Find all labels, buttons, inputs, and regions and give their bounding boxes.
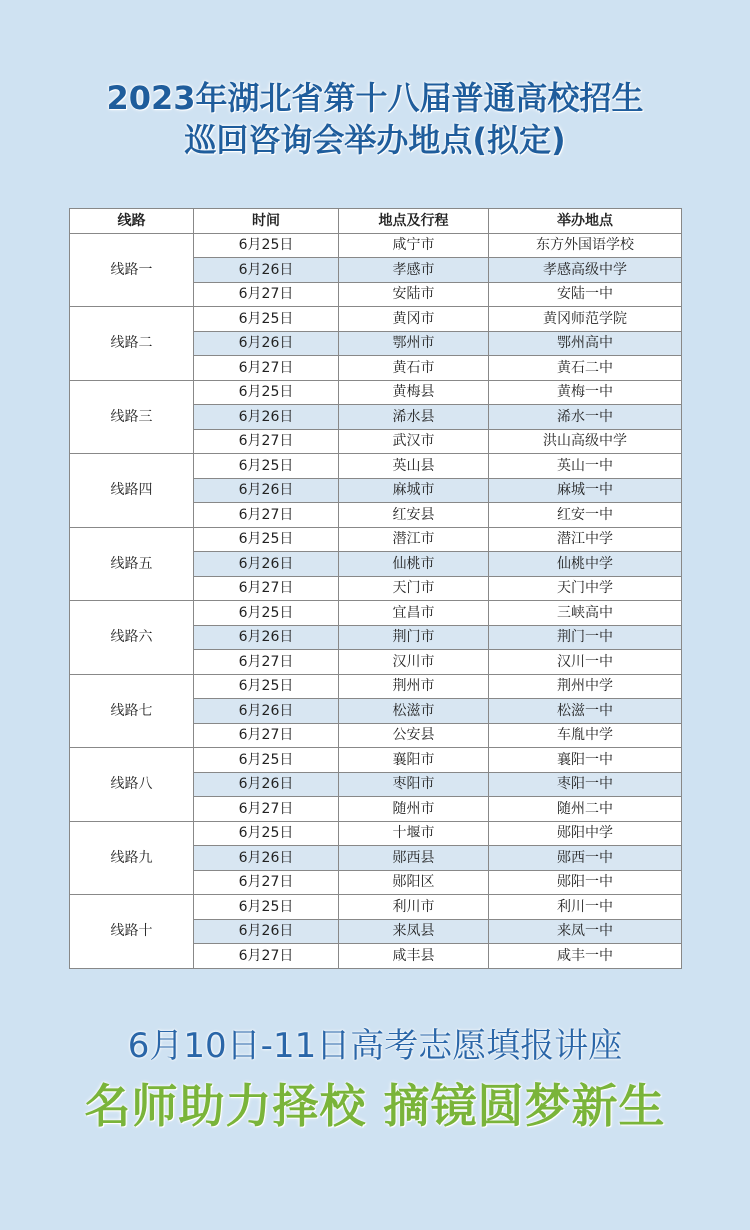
city-cell: 黄石市 xyxy=(339,356,489,381)
table-row xyxy=(70,821,682,846)
venue-cell: 利川一中 xyxy=(489,895,682,920)
venue-cell: 潜江中学 xyxy=(489,527,682,552)
date-cell: 6月27日 xyxy=(194,429,339,454)
city-cell: 浠水县 xyxy=(339,405,489,430)
date-cell: 6月25日 xyxy=(194,307,339,332)
date-cell: 6月27日 xyxy=(194,503,339,528)
route-name-cell: 线路三 xyxy=(70,380,194,454)
table-header-row xyxy=(70,209,682,234)
route-name-cell: 线路八 xyxy=(70,748,194,822)
venue-cell: 襄阳一中 xyxy=(489,748,682,773)
table-row xyxy=(70,380,682,405)
table-row xyxy=(70,601,682,626)
route-name-cell: 线路一 xyxy=(70,233,194,307)
city-cell: 天门市 xyxy=(339,576,489,601)
venue-cell: 仙桃中学 xyxy=(489,552,682,577)
date-cell: 6月27日 xyxy=(194,944,339,969)
venue-cell: 汉川一中 xyxy=(489,650,682,675)
table-row xyxy=(70,233,682,258)
date-cell: 6月26日 xyxy=(194,846,339,871)
date-cell: 6月27日 xyxy=(194,797,339,822)
city-cell: 随州市 xyxy=(339,797,489,822)
city-cell: 公安县 xyxy=(339,723,489,748)
date-cell: 6月25日 xyxy=(194,748,339,773)
date-cell: 6月25日 xyxy=(194,895,339,920)
venue-cell: 车胤中学 xyxy=(489,723,682,748)
page-title-line1: 2023年湖北省第十八届普通高校招生 xyxy=(106,79,644,117)
venue-cell: 松滋一中 xyxy=(489,699,682,724)
city-cell: 武汉市 xyxy=(339,429,489,454)
venue-cell: 荆州中学 xyxy=(489,674,682,699)
venue-cell: 咸丰一中 xyxy=(489,944,682,969)
date-cell: 6月26日 xyxy=(194,552,339,577)
city-cell: 英山县 xyxy=(339,454,489,479)
table-row xyxy=(70,527,682,552)
route-name-cell: 线路七 xyxy=(70,674,194,748)
date-cell: 6月25日 xyxy=(194,233,339,258)
column-header-date: 时间 xyxy=(194,209,339,234)
date-cell: 6月25日 xyxy=(194,821,339,846)
date-cell: 6月25日 xyxy=(194,454,339,479)
venue-cell: 麻城一中 xyxy=(489,478,682,503)
venue-cell: 枣阳一中 xyxy=(489,772,682,797)
city-cell: 郧阳区 xyxy=(339,870,489,895)
venue-cell: 孝感高级中学 xyxy=(489,258,682,283)
route-name-cell: 线路九 xyxy=(70,821,194,895)
venue-cell: 荆门一中 xyxy=(489,625,682,650)
route-name-cell: 线路四 xyxy=(70,454,194,528)
date-cell: 6月27日 xyxy=(194,576,339,601)
venue-cell: 浠水一中 xyxy=(489,405,682,430)
date-cell: 6月26日 xyxy=(194,919,339,944)
venue-cell: 来凤一中 xyxy=(489,919,682,944)
date-cell: 6月25日 xyxy=(194,601,339,626)
city-cell: 宜昌市 xyxy=(339,601,489,626)
route-name-cell: 线路二 xyxy=(70,307,194,381)
city-cell: 黄梅县 xyxy=(339,380,489,405)
venue-cell: 鄂州高中 xyxy=(489,331,682,356)
table-row xyxy=(70,748,682,773)
city-cell: 十堰市 xyxy=(339,821,489,846)
date-cell: 6月26日 xyxy=(194,699,339,724)
venue-cell: 红安一中 xyxy=(489,503,682,528)
table-row xyxy=(70,674,682,699)
column-header-venue: 举办地点 xyxy=(489,209,682,234)
city-cell: 黄冈市 xyxy=(339,307,489,332)
venue-cell: 郧阳一中 xyxy=(489,870,682,895)
date-cell: 6月25日 xyxy=(194,527,339,552)
city-cell: 麻城市 xyxy=(339,478,489,503)
city-cell: 襄阳市 xyxy=(339,748,489,773)
city-cell: 潜江市 xyxy=(339,527,489,552)
date-cell: 6月26日 xyxy=(194,625,339,650)
city-cell: 松滋市 xyxy=(339,699,489,724)
city-cell: 孝感市 xyxy=(339,258,489,283)
venue-cell: 英山一中 xyxy=(489,454,682,479)
column-header-route: 线路 xyxy=(70,209,194,234)
route-name-cell: 线路五 xyxy=(70,527,194,601)
table-row xyxy=(70,307,682,332)
venue-cell: 郧西一中 xyxy=(489,846,682,871)
venue-cell: 黄梅一中 xyxy=(489,380,682,405)
venue-cell: 郧阳中学 xyxy=(489,821,682,846)
city-cell: 仙桃市 xyxy=(339,552,489,577)
venue-cell: 洪山高级中学 xyxy=(489,429,682,454)
city-cell: 枣阳市 xyxy=(339,772,489,797)
venue-cell: 黄石二中 xyxy=(489,356,682,381)
page-title-line2: 巡回咨询会举办地点(拟定) xyxy=(184,121,566,159)
city-cell: 咸丰县 xyxy=(339,944,489,969)
city-cell: 郧西县 xyxy=(339,846,489,871)
date-cell: 6月25日 xyxy=(194,674,339,699)
venue-cell: 天门中学 xyxy=(489,576,682,601)
date-cell: 6月27日 xyxy=(194,723,339,748)
schedule-body xyxy=(70,233,682,968)
date-cell: 6月27日 xyxy=(194,870,339,895)
date-cell: 6月26日 xyxy=(194,478,339,503)
city-cell: 利川市 xyxy=(339,895,489,920)
venue-cell: 安陆一中 xyxy=(489,282,682,307)
city-cell: 鄂州市 xyxy=(339,331,489,356)
date-cell: 6月27日 xyxy=(194,282,339,307)
city-cell: 汉川市 xyxy=(339,650,489,675)
date-cell: 6月26日 xyxy=(194,258,339,283)
slogan-banner: 名师助力择校 摘镜圆梦新生 xyxy=(84,1079,666,1133)
city-cell: 荆门市 xyxy=(339,625,489,650)
date-cell: 6月25日 xyxy=(194,380,339,405)
venue-cell: 三峡高中 xyxy=(489,601,682,626)
route-name-cell: 线路十 xyxy=(70,895,194,969)
venue-cell: 东方外国语学校 xyxy=(489,233,682,258)
lecture-banner: 6月10日-11日高考志愿填报讲座 xyxy=(127,1026,623,1066)
route-name-cell: 线路六 xyxy=(70,601,194,675)
city-cell: 咸宁市 xyxy=(339,233,489,258)
date-cell: 6月26日 xyxy=(194,331,339,356)
date-cell: 6月26日 xyxy=(194,405,339,430)
venue-cell: 黄冈师范学院 xyxy=(489,307,682,332)
table-row xyxy=(70,454,682,479)
city-cell: 安陆市 xyxy=(339,282,489,307)
date-cell: 6月27日 xyxy=(194,356,339,381)
table-row xyxy=(70,895,682,920)
city-cell: 荆州市 xyxy=(339,674,489,699)
city-cell: 来凤县 xyxy=(339,919,489,944)
column-header-city: 地点及行程 xyxy=(339,209,489,234)
date-cell: 6月27日 xyxy=(194,650,339,675)
schedule-table xyxy=(69,208,682,969)
city-cell: 红安县 xyxy=(339,503,489,528)
venue-cell: 随州二中 xyxy=(489,797,682,822)
date-cell: 6月26日 xyxy=(194,772,339,797)
